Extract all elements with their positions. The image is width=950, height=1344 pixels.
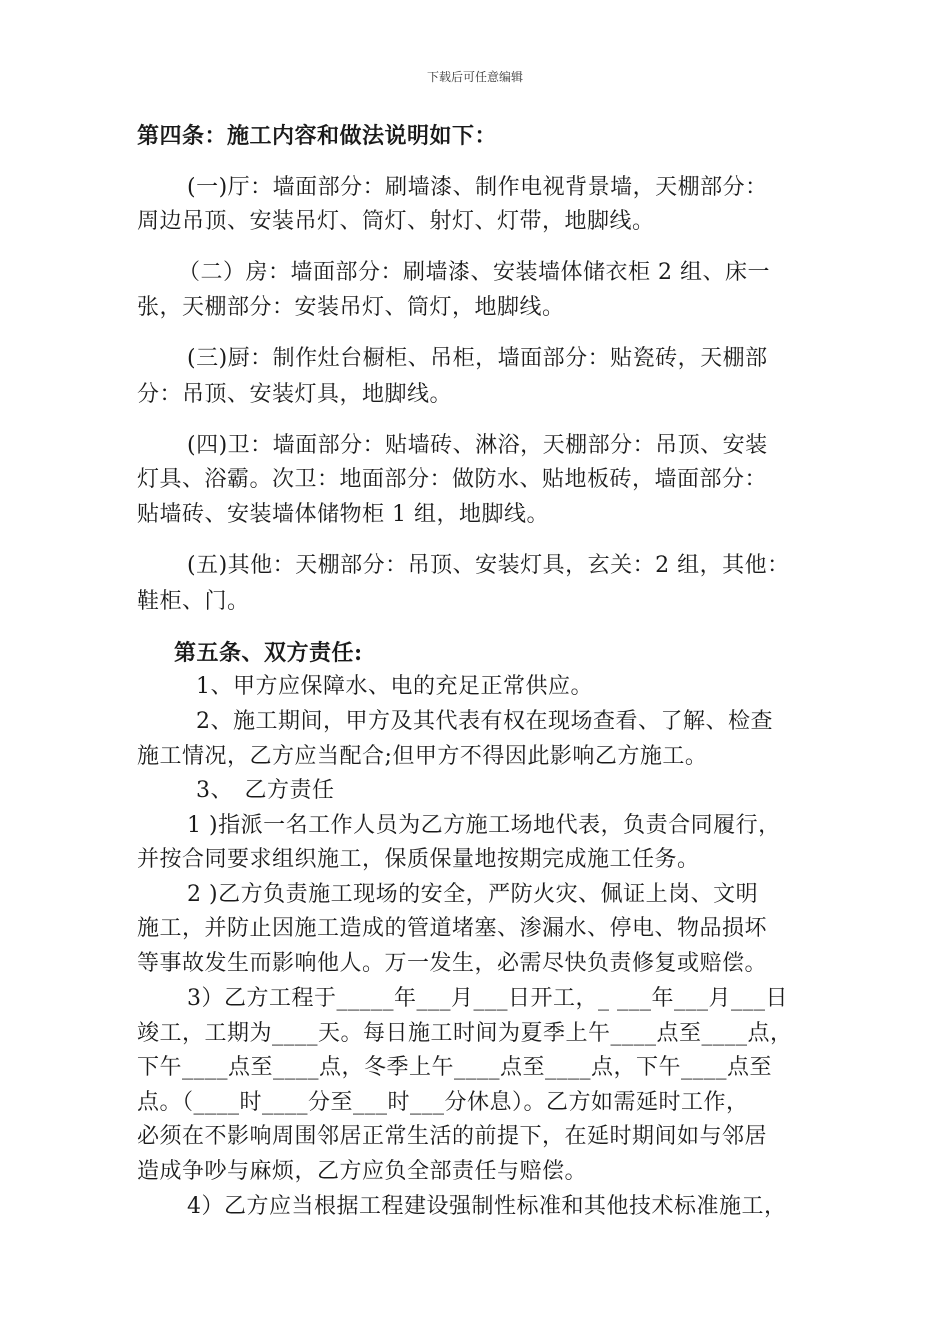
p3-3-line2: 竣工，工期为____天。每日施工时间为夏季上午____点至____点， xyxy=(137,1021,793,1046)
p3-1-line1: 1 )指派一名工作人员为乙方施工场地代表，负责合同履行， xyxy=(187,813,781,838)
item2-line1: （二）房：墙面部分：刷墙漆、安装墙体储衣柜 2 组、床一 xyxy=(178,260,770,285)
p3-1-line2: 并按合同要求组织施工，保质保量地按期完成施工任务。 xyxy=(137,847,700,872)
p3-3-line5: 必须在不影响周围邻居正常生活的前提下，在延时期间如与邻居 xyxy=(137,1124,768,1149)
p3-3-line4: 点。（____时____分至___时___分休息）。乙方如需延时工作， xyxy=(137,1090,749,1115)
article5-p3: 3、 乙方责任 xyxy=(196,778,335,803)
article5-p1: 1、甲方应保障水、电的充足正常供应。 xyxy=(196,674,593,699)
item3-line1: (三)厨：制作灶台橱柜、吊柜，墙面部分：贴瓷砖，天棚部 xyxy=(187,346,768,371)
article5-p2-line2: 施工情况，乙方应当配合;但甲方不得因此影响乙方施工。 xyxy=(137,744,708,769)
item4-line1: (四)卫：墙面部分：贴墙砖、淋浴，天棚部分：吊顶、安装 xyxy=(187,433,768,458)
article5-title: 第五条、双方责任: xyxy=(174,640,363,666)
item4-line3: 贴墙砖、安装墙体储物柜 1 组，地脚线。 xyxy=(137,502,549,527)
p3-3-line1: 3）乙方工程于_____年___月___日开工，_ ___年___月___日 xyxy=(187,986,788,1011)
p3-3-line6: 造成争吵与麻烦，乙方应负全部责任与赔偿。 xyxy=(137,1159,588,1184)
p3-3-line3: 下午____点至____点，冬季上午____点至____点，下午____点至 xyxy=(137,1055,773,1080)
item2-line2: 张，天棚部分：安装吊灯、筒灯，地脚线。 xyxy=(137,295,565,320)
p3-2-line1: 2 )乙方负责施工现场的安全，严防火灾、佩证上岗、文明 xyxy=(187,882,759,907)
article4-title: 第四条：施工内容和做法说明如下： xyxy=(137,123,498,149)
item5-line1: (五)其他：天棚部分：吊顶、安装灯具，玄关：2 组，其他： xyxy=(187,553,790,578)
p3-2-line2: 施工，并防止因施工造成的管道堵塞、渗漏水、停电、物品损坏 xyxy=(137,916,768,941)
item1-line2: 周边吊顶、安装吊灯、筒灯、射灯、灯带，地脚线。 xyxy=(137,209,655,234)
p3-4-line1: 4）乙方应当根据工程建设强制性标准和其他技术标准施工， xyxy=(187,1194,787,1219)
article5-p2-line1: 2、施工期间，甲方及其代表有权在现场查看、了解、检查 xyxy=(196,709,773,734)
item5-line2: 鞋柜、门。 xyxy=(137,589,250,614)
item3-line2: 分：吊顶、安装灯具，地脚线。 xyxy=(137,382,453,407)
item4-line2: 灯具、浴霸。次卫：地面部分：做防水、贴地板砖，墙面部分： xyxy=(137,467,768,492)
p3-2-line3: 等事故发生而影响他人。万一发生，必需尽快负责修复或赔偿。 xyxy=(137,951,768,976)
page-header: 下载后可任意编辑 xyxy=(426,70,523,84)
item1-line1: (一)厅：墙面部分：刷墙漆、制作电视背景墙，天棚部分： xyxy=(187,175,768,200)
